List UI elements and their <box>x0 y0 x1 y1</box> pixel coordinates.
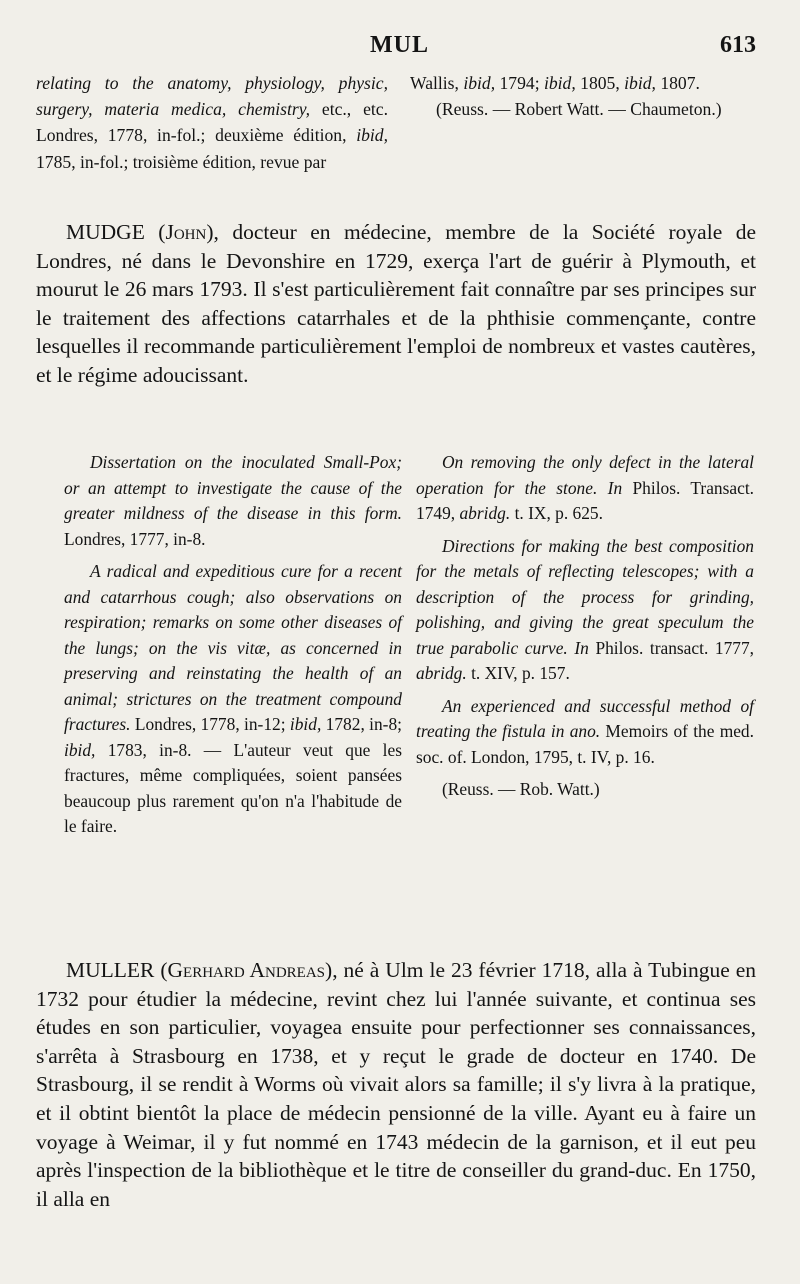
work-item: An experienced and successful method of treating the fistula in ano. Memoirs of the med. soc. of. London, 1795, t. IV, p. 16. <box>416 695 754 767</box>
top-left-column <box>36 70 388 175</box>
entry-forename: John <box>165 220 207 244</box>
entry-name: MUDGE <box>66 220 145 244</box>
entry-text: , docteur en médecine, membre de la Société royale de Londres, né dans le Devonshire en 1729, exerça l'art de guérir à Plymouth, et mourut le 26 mars 1793. Il s'est particulièrement fait connaître par ses principes sur le traitement des affections catarrhales et de la phthisie commençante, contre lesquelles il recommande particulièrement l'emploi de nombreux et vastes cautères, et le régime adoucissant. <box>36 220 756 387</box>
work-item: On removing the only defect in the lateral operation for the stone. In Philos. Transact. 1749, abridg. t. IX, p. 625. <box>416 452 755 523</box>
sources-note: (Reuss. — Robert Watt. — Chaumeton.) <box>436 99 722 120</box>
entry-muller: MULLER (Gerhard Andreas), né à Ulm le 23 février 1718, alla à Tubingue en 1732 pour étudier la médecine, revint chez lui l'année suivante, et continua ses études en son particulier, voyagea ensuite pour perfectionner ses connaissances, s'arrêta à Strasbourg en 1738, et y reçut le grade de docteur en 1740. De Strasbourg, il se rendit à Worms où vivait alors sa famille; il s'y livra à la pratique, et il obtint bientôt la place de médecin pensionné de la ville. Ayant eu à faire un voyage à Weimar, il y fut nommé en 1743 médecin de la garnison, et il eut peu après l'inspection de la bibliothèque et le titre de conseiller du grand-duc. En 1750, il alla en <box>36 958 756 1211</box>
page-number: 613 <box>720 32 756 58</box>
entry-text: , né à Ulm le 23 février 1718, alla à Tubingue en 1732 pour étudier la médecine, revint chez lui l'année suivante, et continua ses études en son particulier, voyagea ensuite pour perfectionner ses connaissances, s'arrêta à Strasbourg en 1738, et y reçut le grade de docteur en 1740. De Strasbourg, il se rendit à Worms où vivait alors sa famille; il s'y livra à la pratique, et il obtint bientôt la place de médecin pensionné de la ville. Ayant eu à faire un voyage à Weimar, il y fut nommé en 1743 médecin de la garnison, et il eut peu après l'inspection de la bibliothèque et le titre de conseiller du grand-duc. En 1750, il alla en <box>36 958 756 1211</box>
work-item: Dissertation on the inoculated Small-Pox; or an attempt to investigate the cause of the greater mildness of the disease in this form. Londres, 1777, in-8. <box>64 452 402 549</box>
entry-forename: Gerhard Andreas <box>167 958 326 982</box>
continued-bibliography <box>36 70 762 175</box>
running-head: MUL <box>370 32 429 58</box>
entry-name: MULLER <box>66 958 155 982</box>
sources-note: (Reuss. — Rob. Watt.) <box>442 779 600 799</box>
page-header <box>0 32 800 66</box>
continued-work: relating to the anatomy, physiology, physic, surgery, materia medica, chemistry, etc., etc. Londres, 1778, in-fol.; deuxième édition, ibid, 1785, in-fol.; troisième édition, revue par <box>36 73 388 172</box>
entry-mudge: MUDGE (John), docteur en médecine, membre de la Société royale de Londres, né dans le Devonshire en 1729, exerça l'art de guérir à Plymouth, et mourut le 26 mars 1793. Il s'est particulièrement fait connaître par ses principes sur le traitement des affections catarrhales et de la phthisie commençante, contre lesquelles il recommande particulièrement l'emploi de nombreux et vastes cautères, et le régime adoucissant. <box>36 220 756 387</box>
mudge-bibliography <box>64 450 754 847</box>
work-item: Directions for making the best composition for the metals of reflecting telescopes; with a description of the process for grinding, polishing, and giving the great speculum the true parabolic curve. In Philos. transact. 1777, abridg. t. XIV, p. 157. <box>416 535 755 683</box>
mudge-works-right <box>416 450 754 847</box>
continued-editions: Wallis, ibid, 1794; ibid, 1805, ibid, 1807. <box>410 73 700 93</box>
mudge-works-left <box>64 450 402 847</box>
top-right-column <box>410 70 762 175</box>
work-item: A radical and expeditious cure for a recent and catarrhous cough; also observations on respiration; remarks on some other diseases of the lungs; on the vis vitæ, as concerned in preserving and reinstating the health of an animal; strictures on the treatment compound fractures. Londres, 1778, in-12; ibid, 1782, in-8; ibid, 1783, in-8. — L'auteur veut que les fractures, même compliquées, soient pansées beaucoup plus rarement qu'on n'a l'habitude de le faire. <box>64 561 402 836</box>
